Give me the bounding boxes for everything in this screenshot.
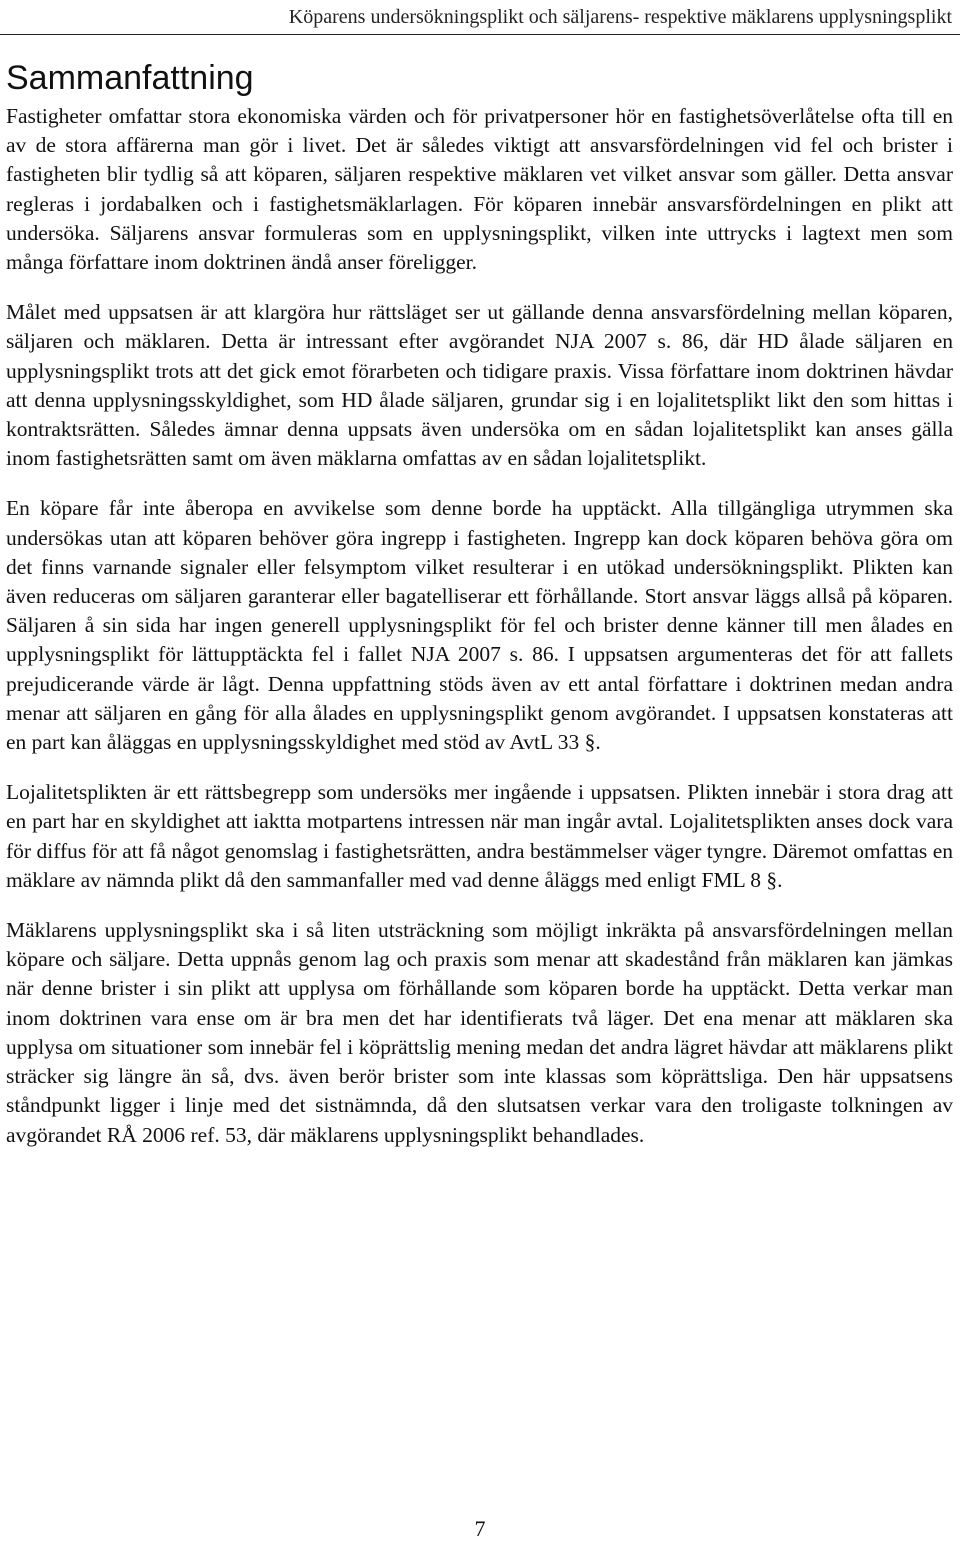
- page-number: 7: [474, 1516, 486, 1541]
- paragraph-2: Målet med uppsatsen är att klargöra hur rättsläget ser ut gällande denna ansvarsfördelning mellan köparen, säljaren och mäklaren. Detta är intressant efter avgörandet NJA 2007 s. 86, där HD ålade säljaren en upplysningsplikt trots att det gick emot förarbeten och tidigare praxis. Vissa författare inom doktrinen hävdar att denna upplysningsskyldighet, som HD ålade säljaren, grundar sig i en lojalitetsplikt likt den som hittas i kontraktsrätten. Således ämnar denna uppsats även undersöka om en sådan lojalitetsplikt kan anses gälla inom fastighetsrätten samt om även mäklarna omfattas av en sådan lojalitetsplikt.: [6, 300, 953, 471]
- paragraph-4: Lojalitetsplikten är ett rättsbegrepp som undersöks mer ingående i uppsatsen. Plikten innebär i stora drag att en part har en skyldighet att iaktta motpartens intressen när man ingår avtal. Lojalitetsplikten anses dock vara för diffus för att få något genomslag i fastighetsrätten, andra bestämmelser väger tyngre. Däremot omfattas en mäklare av nämnda plikt då den sammanfaller med vad denne åläggs med enligt FML 8 §.: [6, 780, 953, 892]
- section-heading: Sammanfattning: [6, 59, 254, 97]
- running-header: Köparens undersökningsplikt och säljarens- respektive mäklarens upplysningsplikt: [288, 6, 952, 28]
- header-divider: [0, 34, 960, 35]
- paragraph-1: Fastigheter omfattar stora ekonomiska värden och för privatpersoner hör en fastighetsöverlåtelse ofta till en av de stora affärerna man gör i livet. Det är således viktigt att ansvarsfördelningen vid fel och brister i fastigheten blir tydlig så att köparen, säljaren respektive mäklaren vet vilket ansvar som gäller. Detta ansvar regleras i jordabalken och i fastighetsmäklarlagen. För köparen innebär ansvarsfördelningen en plikt att undersöka. Säljarens ansvar formuleras som en upplysningsplikt, vilken inte uttrycks i lagtext men som många författare inom doktrinen ändå anser föreligger.: [6, 104, 953, 275]
- paragraph-5: Mäklarens upplysningsplikt ska i så liten utsträckning som möjligt inkräkta på ansvarsfördelningen mellan köpare och säljare. Detta uppnås genom lag och praxis som menar att skadestånd från mäklaren kan jämkas när denne brister i sin plikt att upplysa om förhållande som köparen borde ha upptäckt. Detta verkar man inom doktrinen vara ense om är bra men det har identifierats två läger. Det ena menar att mäklaren ska upplysa om situationer som innebär fel i köprättslig mening medan det andra lägret hävdar att mäklarens plikt sträcker sig längre än så, dvs. även berör brister som inte klassas som köprättsliga. Den här uppsatsens ståndpunkt ligger i linje med det sistnämnda, då den slutsatsen verkar vara den troligaste tolkningen av avgörandet RÅ 2006 ref. 53, där mäklarens upplysningsplikt behandlades.: [6, 918, 953, 1147]
- paragraph-3: En köpare får inte åberopa en avvikelse som denne borde ha upptäckt. Alla tillgängliga utrymmen ska undersökas utan att köparen behöver göra ingrepp i fastigheten. Ingrepp kan dock köparen behöva göra om det finns varnande signaler eller felsymptom vilket resulterar i en utökad undersökningsplikt. Plikten kan även reduceras om säljaren garanterar eller bagatelliserar ett förhållande. Stort ansvar läggs allså på köparen. Säljaren å sin sida har ingen generell upplysningsplikt för fel och brister denne känner till men ålades en upplysningsplikt för lättupptäckta fel i fallet NJA 2007 s. 86. I uppsatsen argumenteras det för att fallets prejudicerande värde är lågt. Denna uppfattning stöds även av ett antal författare i doktrinen medan andra menar att säljaren en gång för alla ålades en upplysningsplikt genom avgörandet. I uppsatsen konstateras att en part kan åläggas en upplysningsskyldighet med stöd av AvtL 33 §.: [6, 496, 953, 755]
- body-text: [6, 102, 953, 1171]
